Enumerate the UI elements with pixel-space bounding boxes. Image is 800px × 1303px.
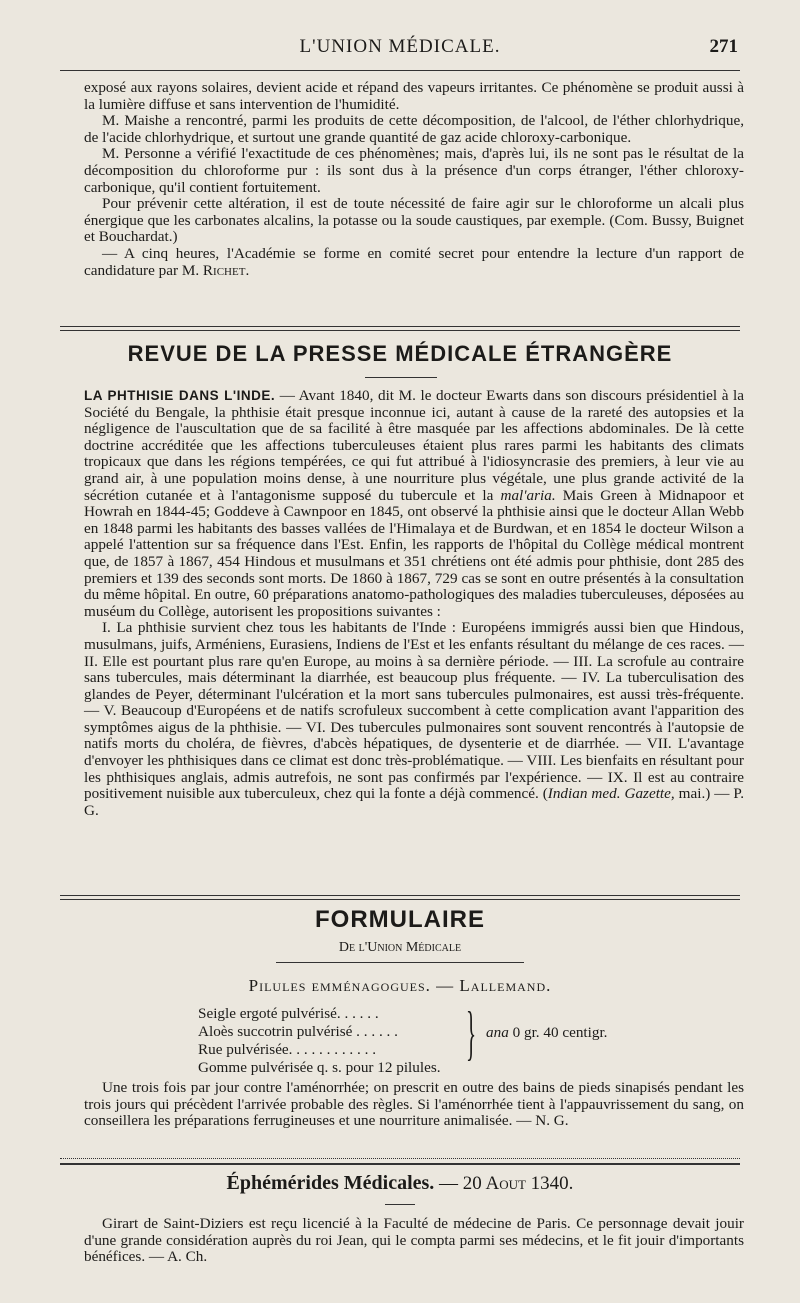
section-divider	[60, 1158, 740, 1165]
formulaire-title: FORMULAIRE	[315, 906, 485, 933]
paragraph-text: — Avant 1840, dit M. le docteur Ewarts dans son discours présidentiel à la Société du Bengale, la phthisie était presque inconnue ici, autant à cause de la rareté des autopsies et la négligence de l'auscultation que de sa facilité à être masquée par les affections abdominales. De là cette doctrine accréditée que les affections tuberculeuses étaient plus rares parmi les habitants des climats tropicaux que dans les régions tempérées, ce qui fut attribué à l'idiosyncrasie des premiers, à leur vie au grand air, à une population moins dense, à une nourriture plus végétale, une plus grande activité de la sécrétion cutanée et à l'antagonisme supposé du tubercule et la	[84, 387, 744, 504]
revue-section	[84, 388, 744, 819]
paragraph-text: Mais Green à Midnapoor et Howrah en 1844-45; Goddeve à Cawnpoor en 1845, ont observé la phthisie ainsi que le docteur Allan Webb en 1848 parmi les habitants des basses vallées de l'Himalaya et de Burdwan, et en 1854 le docteur Wilson a appelé l'attention sur sa fréquence dans l'Est. Enfin, les rapports de l'hôpital du Collège médical montrent que, de 1857 à 1867, 454 Hindous et musulmans et 351 chrétiens ont été admis pour phthisie, dont 285 des premiers et 139 des seconds sont morts. De 1860 à 1867, 729 cas se sont en outre présentés à la consultation du même hôpital. En outre, 60 préparations anatomo-pathologiques des maladies tuberculeuses, déposées au muséum du Collège, autorisent les propositions suivantes :	[84, 486, 744, 620]
formulaire-subtitle: De l'Union Médicale	[338, 940, 462, 955]
page-header	[0, 34, 800, 64]
dose-amount: 0 gr. 40 centigr.	[508, 1024, 608, 1041]
dose	[486, 1024, 607, 1042]
paragraph: M. Personne a vérifié l'exactitude de ces phénomènes; mais, d'après lui, ils ne sont pas le résultat de la décomposition du chloroforme pur : ils sont dus à la présence d'un corps étranger, l'éther chloroxy-carbonique, qu'il contient fortuitement.	[84, 145, 744, 196]
ephemerides-heading: Éphémérides Médicales.	[226, 1172, 435, 1194]
paragraph: exposé aux rayons solaires, devient acide et répand des vapeurs irritantes. Ce phénomène se produit aussi à la lumière diffuse et sans intervention de l'humidité.	[84, 79, 744, 113]
paragraph: Pour prévenir cette altération, il est de toute nécessité de faire agir sur le chloroforme un alcali plus énergique que les carbonates alcalins, la potasse ou la soude caustiques, par exemple. (Com. Bussy, Buignet et Bouchardat.)	[84, 195, 744, 246]
paragraph: M. Maishe a rencontré, parmi les produits de cette décomposition, de l'alcool, de l'éther chlorhydrique, de l'acide chlorhydrique, et surtout une grande quantité de gaz acide chloroxy-carbonique.	[84, 112, 744, 146]
article-lead: LA PHTHISIE DANS L'INDE.	[84, 388, 276, 403]
revue-title: REVUE DE LA PRESSE MÉDICALE ÉTRANGÈRE	[127, 341, 673, 366]
italic-term: mal'aria.	[500, 486, 556, 504]
page-number: 271	[709, 36, 738, 57]
paragraph	[84, 388, 744, 620]
section-divider	[60, 895, 740, 900]
ephemerides-date: — 20 Aout 1340.	[434, 1173, 574, 1194]
ingredient: Seigle ergoté pulvérisé. . . . . .	[198, 1005, 379, 1022]
paragraph-text: mai.) — P. G.	[84, 785, 744, 819]
recipe-title: Pilules emménagogues. — Lallemand.	[248, 976, 552, 995]
section-divider	[60, 326, 740, 331]
ingredient: Rue pulvérisée. . . . . . . . . . . .	[198, 1041, 377, 1058]
gum-line: Gomme pulvérisée q. s. pour 12 pilules.	[198, 1059, 441, 1076]
author-name: Richet	[202, 261, 246, 279]
paragraph: Une trois fois par jour contre l'aménorrhée; on prescrit en outre des bains de pieds sinapisés pendant les trois jours qui précèdent l'arrivée probable des règles. Si l'aménorrhée tient à l'appauvrissement du sang, on conseillera les préparations ferrugineuses et une nourriture animalisée. — N. G.	[84, 1079, 744, 1130]
formulaire-instructions	[84, 1080, 744, 1130]
title-underline	[365, 377, 437, 378]
brace-glyph: }	[466, 1000, 477, 1066]
paragraph	[84, 246, 744, 279]
paragraph-text: I. La phthisie survient chez tous les habitants de l'Inde : Européens immigrés aussi bien que Hindous, musulmans, juifs, Arméniens, Eurasiens, Indiens de l'Est et les enfants résultant du mélange de ces races. — II. Elle est pourtant plus rare qu'en Europe, au moins à sa dernière période. — III. La scrofule au contraire sans tubercules, mais déterminant la diarrhée, est beaucoup plus fréquente. — IV. La tuberculisation des glandes de Peyer, déterminant l'ulcération et la mort sans tubercules pulmonaires, est aussi très-fréquente. — V. Beaucoup d'Européens et de natifs scrofuleux succombent à cette complication avant l'apparition des symptômes aigus de la phthisie. — VI. Des tubercules pulmonaires sont souvent rencontrés à l'autopsie de natifs morts du choléra, de fièvres, d'abcès hépatiques, de dysenterie et de diarrhée. — VII. L'avantage d'envoyer les phthisiques dans ce climat est donc très-problématique. — VIII. Les bienfaits en résultant pour les phthisiques anglais, admis autrefois, ne sont pas confirmés par l'expérience. — IX. Il est au contraire positivement nuisible aux tuberculeux, chez qui la fonte a déjà commencé. (	[84, 619, 744, 803]
academie-section	[84, 80, 744, 279]
recipe-ingredients	[198, 1005, 441, 1077]
running-title: L'UNION MÉDICALE.	[299, 36, 501, 57]
title-underline	[385, 1204, 415, 1205]
dose-ana: ana	[486, 1024, 509, 1041]
ephemerides-section	[84, 1216, 744, 1266]
header-rule	[60, 70, 740, 71]
paragraph-end: .	[245, 261, 250, 279]
subtitle-underline	[276, 962, 524, 963]
ephemerides-title	[0, 1172, 800, 1195]
paragraph-text: — A cinq heures, l'Académie se forme en comité secret pour entendre la lecture d'un rapport de candidature par M.	[84, 244, 744, 279]
ingredient: Aloès succotrin pulvérisé . . . . . .	[198, 1023, 398, 1040]
paragraph: Girart de Saint-Diziers est reçu licencié à la Faculté de médecine de Paris. Ce personnage devait jouir d'une grande considération auprès du roi Jean, qui le compta parmi ses médecins, et le fit jouir d'importants bénéfices. — A. Ch.	[84, 1215, 744, 1266]
paragraph	[84, 620, 744, 819]
source-citation: Indian med. Gazette,	[547, 785, 675, 803]
